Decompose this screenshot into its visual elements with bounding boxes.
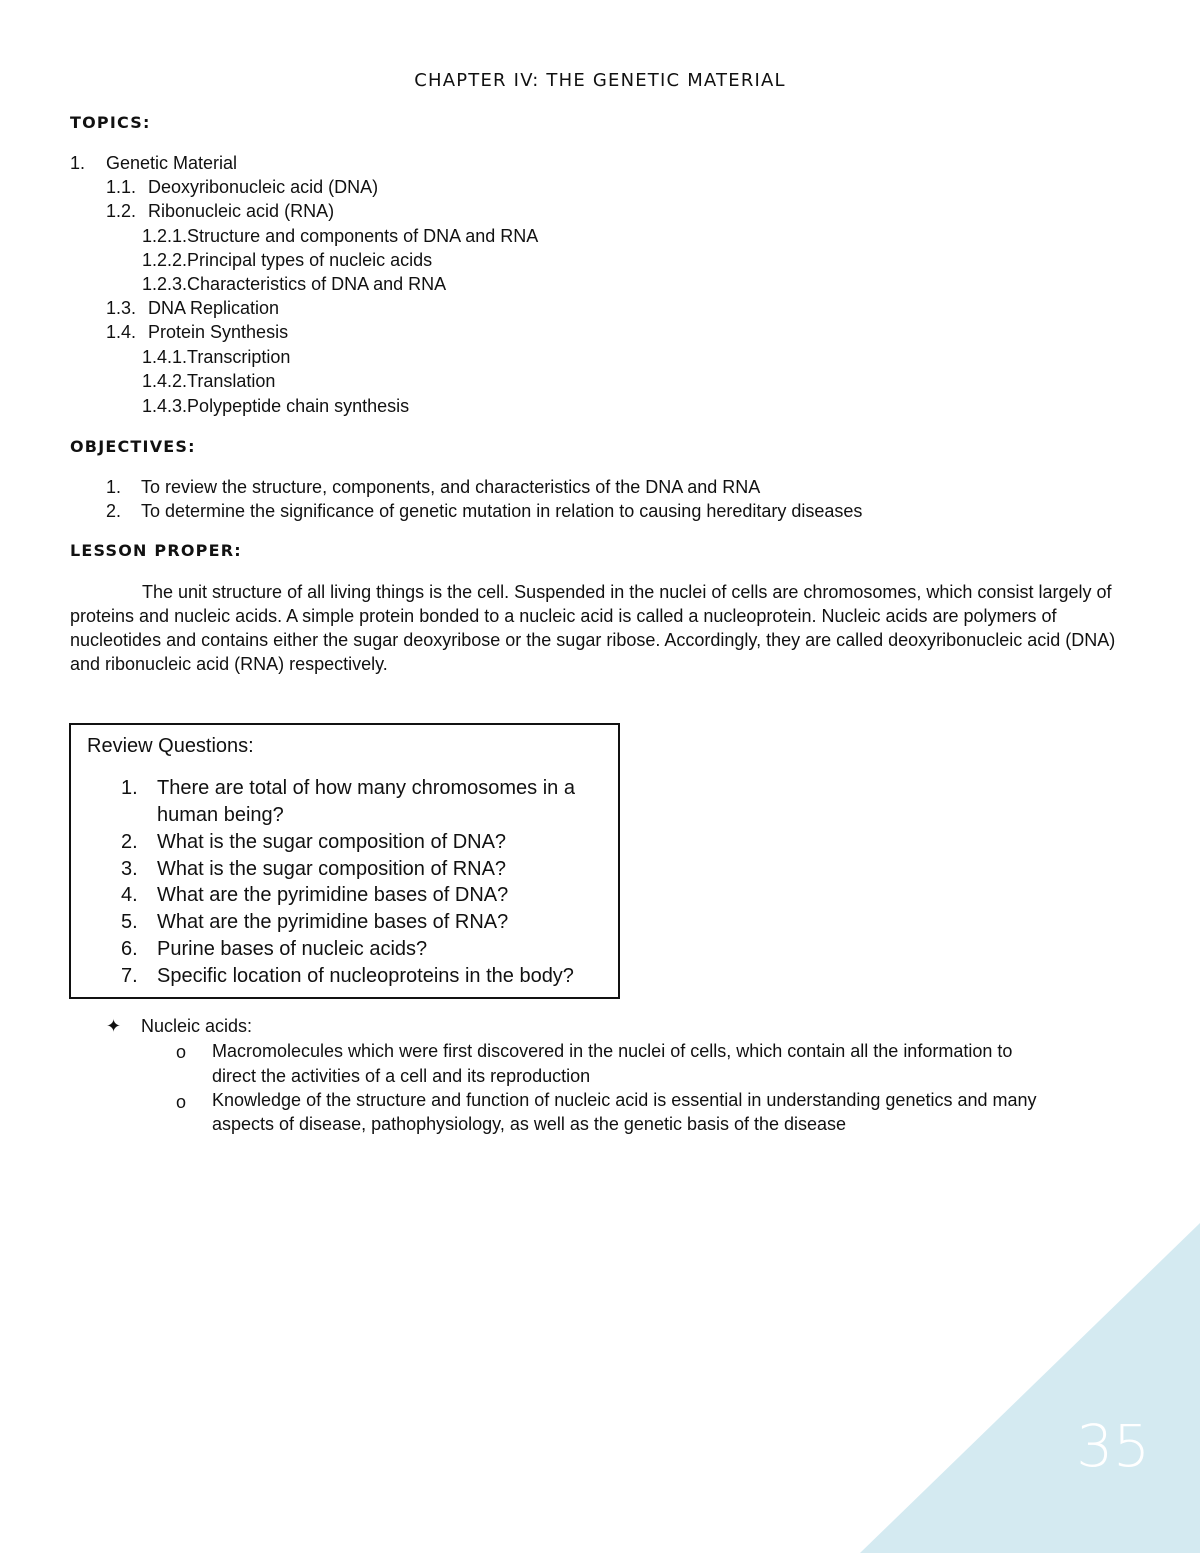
topic-item: 1.4.2.Translation: [142, 371, 276, 391]
review-question: 7. Specific location of nucleoproteins in the body?: [121, 965, 574, 987]
corner-triangle: [860, 1223, 1200, 1553]
objective-item: 2. To determine the significance of genetic mutation in relation to causing hereditary diseases: [106, 501, 863, 521]
review-question-continuation: human being?: [157, 804, 284, 826]
topic-item: 1.4.3.Polypeptide chain synthesis: [142, 396, 410, 416]
sub-bullet-marker: o: [176, 1042, 187, 1062]
nucleic-acids-bullet: ✦ Nucleic acids:: [106, 1016, 253, 1036]
topic-item: 1.2.2.Principal types of nucleic acids: [142, 250, 433, 270]
nucleic-acids-point-continuation: direct the activities of a cell and its reproduction: [212, 1066, 591, 1086]
nucleic-acids-point-continuation: aspects of disease, pathophysiology, as well as the genetic basis of the disease: [212, 1114, 847, 1134]
review-questions-box: [69, 723, 620, 999]
topic-item: 1.2.1.Structure and components of DNA and RNA: [142, 226, 539, 246]
topic-item: 1. Genetic Material: [70, 153, 238, 173]
review-question: 1. There are total of how many chromosomes in a: [121, 777, 575, 799]
review-question: 2. What is the sugar composition of DNA?: [121, 831, 507, 853]
objective-item: 1. To review the structure, components, and characteristics of the DNA and RNA: [106, 477, 761, 497]
review-title: Review Questions:: [87, 735, 254, 757]
topic-item: 1.4.1.Transcription: [142, 347, 291, 367]
lesson-paragraph: The unit structure of all living things is the cell. Suspended in the nuclei of cells are chromosomes, which consist largely of proteins and nucleic acids. A simple protein bonded to a nucleic acid is called a nucleoprotein. Nucleic acids are polymers of nucleotides and contains either the sugar deoxyribose or the sugar ribose. Accordingly, they are called deoxyribonucleic acid (DNA) and ribonucleic acid (RNA) respectively.: [70, 582, 1116, 674]
review-question: 6. Purine bases of nucleic acids?: [121, 938, 428, 960]
review-question: 4. What are the pyrimidine bases of DNA?: [121, 884, 509, 906]
page-number: 35: [1076, 1412, 1150, 1480]
topic-item: 1.3. DNA Replication: [106, 298, 280, 318]
corner-decoration: [860, 1223, 1200, 1553]
objectives-heading: OBJECTIVES:: [70, 437, 196, 456]
nucleic-acids-point: Knowledge of the structure and function of nucleic acid is essential in understanding genetics and many: [212, 1090, 1037, 1110]
nucleic-acids-point: Macromolecules which were first discovered in the nuclei of cells, which contain all the information to: [212, 1041, 1013, 1061]
topic-item: 1.1. Deoxyribonucleic acid (DNA): [106, 177, 379, 197]
topic-item: 1.2.3.Characteristics of DNA and RNA: [142, 274, 447, 294]
sub-bullet-marker: o: [176, 1092, 187, 1112]
topics-heading: TOPICS:: [70, 113, 151, 132]
topic-item: 1.2. Ribonucleic acid (RNA): [106, 201, 335, 221]
chapter-title: CHAPTER IV: THE GENETIC MATERIAL: [414, 70, 786, 91]
review-question: 3. What is the sugar composition of RNA?: [121, 858, 507, 880]
review-question: 5. What are the pyrimidine bases of RNA?: [121, 911, 509, 933]
lesson-heading: LESSON PROPER:: [70, 541, 242, 560]
topic-item: 1.4. Protein Synthesis: [106, 322, 289, 342]
star-bullet-icon: ✦: [106, 1016, 122, 1036]
